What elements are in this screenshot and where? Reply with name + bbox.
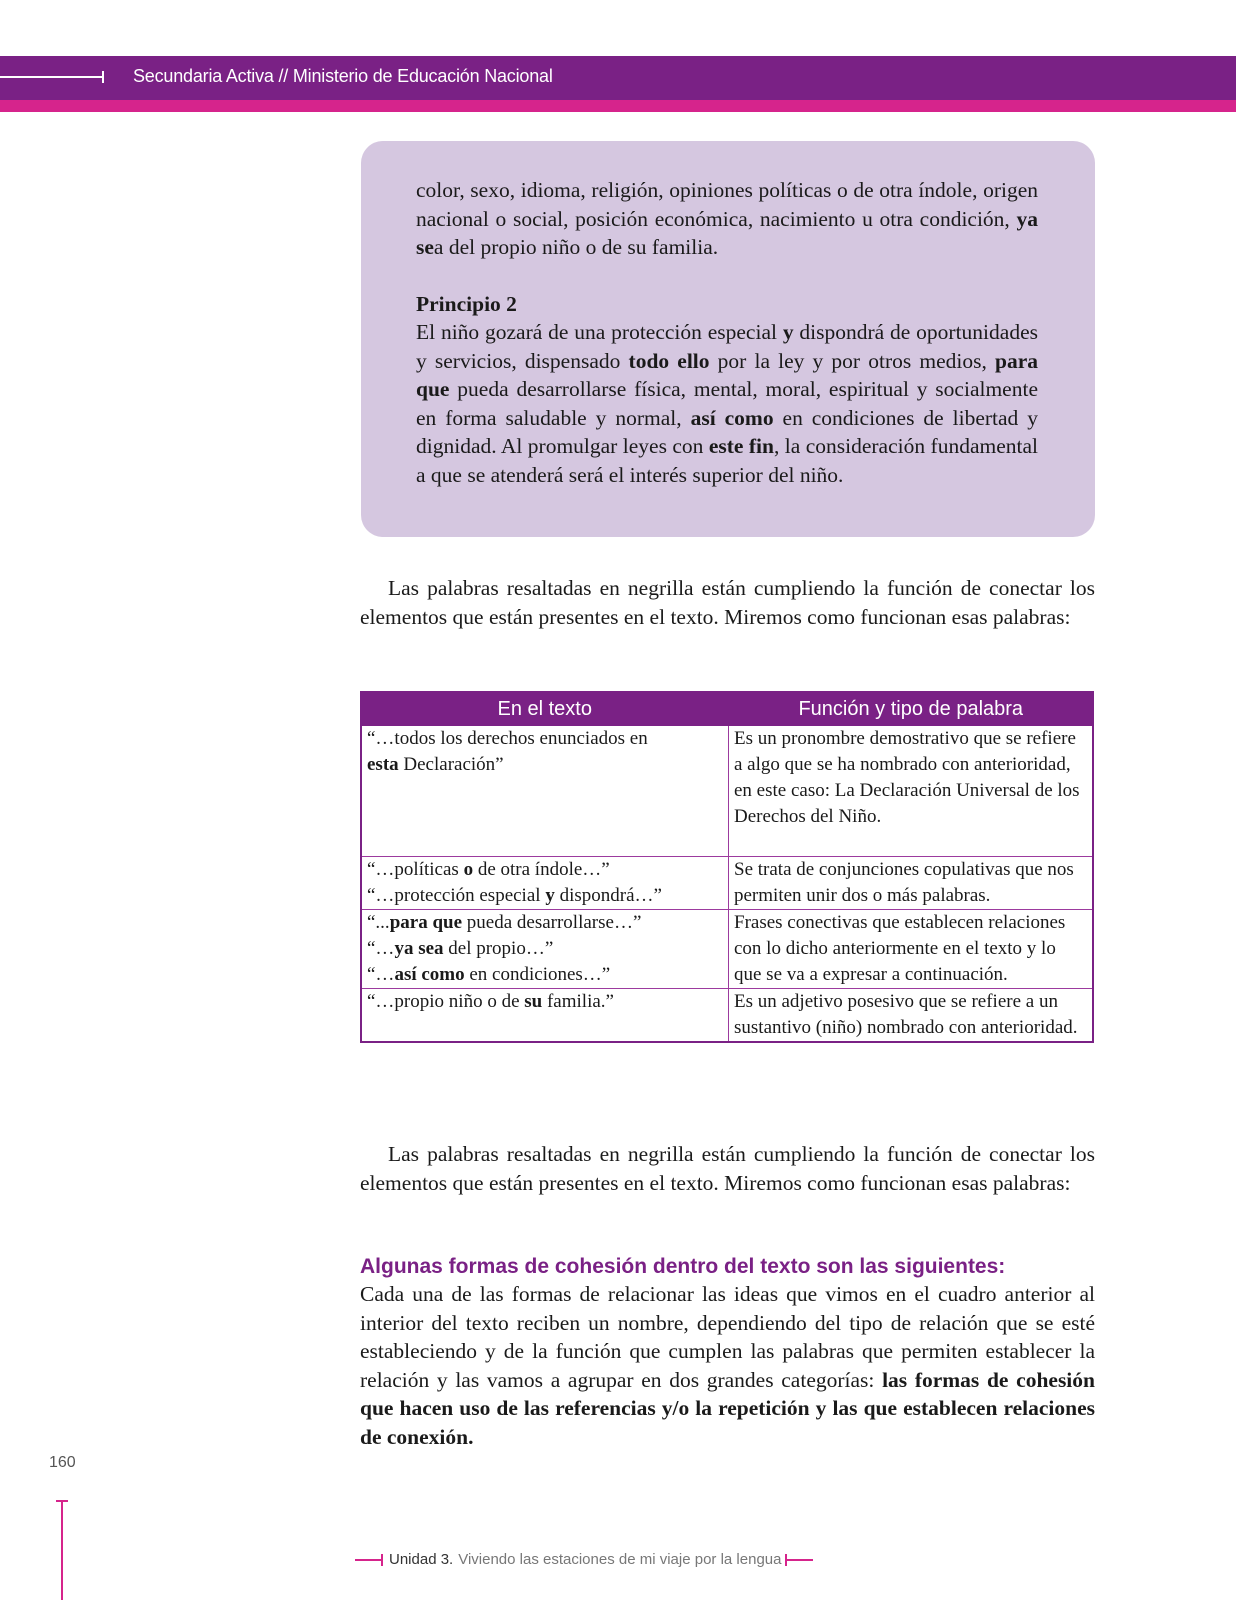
table-row: [361, 725, 1093, 857]
table-header-text: En el texto: [361, 692, 729, 725]
paragraph-intro: Las palabras resaltadas en negrilla están cumpliendo la función de conectar los elementos que están presentes en el texto. Miremos como funcionan esas palabras:: [360, 576, 1095, 629]
table-cell-function: Es un pronombre demostrativo que se refiere a algo que se ha nombrado con anterioridad, en este caso: La Declaración Universal de los Derechos del Niño.: [729, 725, 1094, 857]
footer-rule-right: [785, 1559, 813, 1561]
paragraph-cohesion: Cada una de las formas de relacionar las ideas que vimos en el cuadro anterior al interior del texto reciben un nombre, dependiendo del tipo de relación que se esté estableciendo y de la función que cumplen las palabras que permiten establecer la relación y las vamos a agrupar en dos grandes categorías: las formas de cohesión que hacen uso de las referencias y/o la repetición y las que establecen relaciones de conexión.: [360, 1282, 1095, 1449]
left-margin-rule-cap: [56, 1500, 68, 1502]
table-cell-function: Es un adjetivo posesivo que se refiere a un sustantivo (niño) nombrado con anterioridad.: [729, 989, 1094, 1043]
table-row: [361, 857, 1093, 910]
table-row: [361, 910, 1093, 989]
table-row: [361, 989, 1093, 1043]
table-header-function: Función y tipo de palabra: [729, 692, 1094, 725]
page-number: 160: [49, 1454, 76, 1471]
footer-rule-left: [355, 1559, 383, 1561]
table-cell-function: Se trata de conjunciones copulativas que nos permiten unir dos o más palabras.: [729, 857, 1094, 910]
header-stripe: [0, 100, 1236, 112]
table-cell-text: “…todos los derechos enunciados en esta Declaración”: [361, 725, 729, 857]
table-cell-text: “…políticas o de otra índole…” “…protección especial y dispondrá…”: [361, 857, 729, 910]
quote-continuation: color, sexo, idioma, religión, opiniones políticas o de otra índole, origen nacional o social, posición económica, nacimiento u otra condición, ya sea del propio niño o de su familia.: [416, 178, 1038, 259]
quote-text: [416, 176, 1038, 489]
principle-text: El niño gozará de una protección especial y dispondrá de oportunidades y servicios, dispensado todo ello por la ley y por otros medios, para que pueda desarrollarse física, mental, moral, espiritual y socialmente en forma saludable y normal, así como en condiciones de libertad y dignidad. Al promulgar leyes con este fin, la consideración fundamental a que se atenderá será el interés superior del niño.: [416, 320, 1039, 487]
footer-title: Viviendo las estaciones de mi viaje por la lengua: [458, 1551, 782, 1568]
footer: [355, 1551, 813, 1568]
table-cell-text: “…propio niño o de su familia.”: [361, 989, 729, 1043]
header-title: Secundaria Activa // Ministerio de Educación Nacional: [133, 66, 553, 86]
left-margin-rule: [61, 1500, 63, 1600]
paragraph-repeat: Las palabras resaltadas en negrilla están cumpliendo la función de conectar los elementos que están presentes en el texto. Miremos como funcionan esas palabras:: [360, 1142, 1095, 1195]
table-cell-text: “...para que pueda desarrollarse…” “…ya sea del propio…” “…así como en condiciones…”: [361, 910, 729, 989]
table-cell-function: Frases conectivas que establecen relaciones con lo dicho anteriormente en el texto y lo que se va a expresar a continuación.: [729, 910, 1094, 989]
connectors-table: [360, 691, 1094, 1043]
footer-unit: Unidad 3.: [389, 1551, 454, 1568]
principle-title: Principio 2: [416, 291, 517, 316]
section-subheading: Algunas formas de cohesión dentro del texto son las siguientes:: [360, 1255, 1006, 1278]
header-rule-cap: [102, 71, 104, 83]
header-rule: [0, 76, 104, 78]
